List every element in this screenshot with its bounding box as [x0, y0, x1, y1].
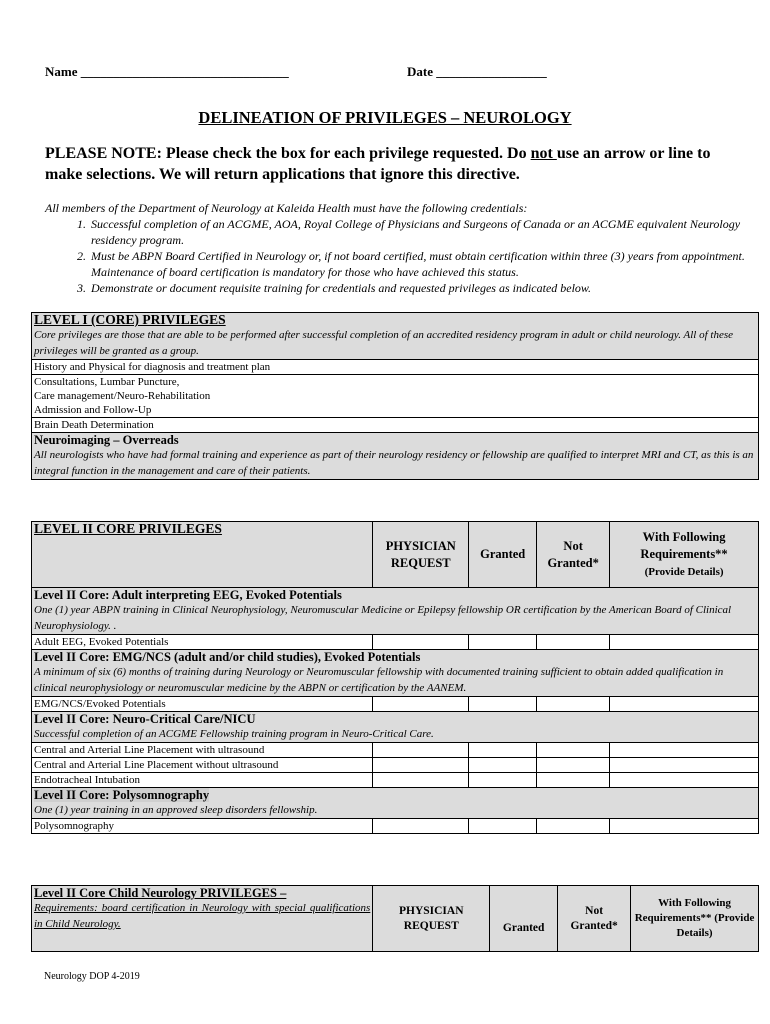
note-text-1: PLEASE NOTE: Please check the box for each privilege requested. Do [45, 145, 531, 162]
col-not-granted: Not Granted* [537, 522, 610, 588]
level1-title: LEVEL I (CORE) PRIVILEGES [34, 312, 226, 327]
level2-header [32, 522, 373, 588]
level1-desc: Core privileges are those that are able to be performed after successful completion of an accredited residency program in adult or child neurology. All of these privileges will be granted as a group. [34, 329, 733, 357]
intro-lead: All members of the Department of Neurology at Kaleida Health must have the following credentials: [45, 201, 528, 215]
physician-request-cell[interactable] [373, 743, 469, 758]
overreads-desc: All neurologists who have had formal training and experience as part of their neurology residency or fellowship are qualified to interpret MRI and CT, as this is an integral function in the management and care of their patients. [34, 449, 754, 477]
note-not: not [530, 145, 557, 162]
requirements-cell[interactable] [610, 743, 759, 758]
table-row [32, 635, 759, 650]
requirements-cell[interactable] [610, 773, 759, 788]
table-row [32, 819, 759, 834]
privilege-label: Endotracheal Intubation [32, 773, 373, 788]
not-granted-cell[interactable] [537, 758, 610, 773]
note-text-2: use an arrow or line to make selections. We will return applications that ignore this directive. [45, 145, 711, 183]
physician-request-cell[interactable] [373, 697, 469, 712]
requirements-cell[interactable] [610, 819, 759, 834]
credentials-list [45, 216, 745, 296]
level1-header [32, 313, 759, 360]
privilege-label: Central and Arterial Line Placement with ultrasound [32, 743, 373, 758]
not-granted-cell[interactable] [537, 697, 610, 712]
level1-row: Brain Death Determination [32, 418, 759, 433]
privilege-label: Polysomnography [32, 819, 373, 834]
privilege-label: EMG/NCS/Evoked Potentials [32, 697, 373, 712]
not-granted-cell[interactable] [537, 773, 610, 788]
physician-request-cell[interactable] [373, 819, 469, 834]
group-requirement: Successful completion of an ACGME Fellowship training program in Neuro-Critical Care. [34, 728, 434, 740]
footer-doc-id: Neurology DOP 4-2019 [44, 971, 140, 982]
level1-row: History and Physical for diagnosis and treatment plan [32, 360, 759, 375]
requirements-cell[interactable] [610, 697, 759, 712]
group-psg-header [32, 788, 759, 819]
granted-cell[interactable] [469, 635, 537, 650]
level1-row: Care management/Neuro-Rehabilitation [34, 390, 211, 402]
physician-request-cell[interactable] [373, 758, 469, 773]
privilege-label: Adult EEG, Evoked Potentials [32, 635, 373, 650]
date-field-label[interactable]: Date _________________ [407, 64, 547, 79]
credentials-intro [45, 200, 745, 296]
table-row [32, 697, 759, 712]
requirements-cell[interactable] [610, 758, 759, 773]
granted-cell[interactable] [469, 758, 537, 773]
level2-table [31, 521, 759, 834]
table-row [32, 773, 759, 788]
group-nicu-header [32, 712, 759, 743]
overreads-section [32, 433, 759, 480]
child-title: Level II Core Child Neurology PRIVILEGES – [34, 886, 287, 900]
credential-item: 1. Successful completion of an ACGME, AOA, Royal College of Physicians and Surgeons of Canada or an ACGME equivalent Neurology residency program. [89, 216, 745, 248]
not-granted-cell[interactable] [537, 743, 610, 758]
level1-row: Admission and Follow-Up [34, 404, 152, 416]
child-col-with-following: With Following Requirements** (Provide Details) [631, 886, 759, 952]
level1-table [31, 312, 759, 480]
col-with-following [610, 522, 759, 588]
group-requirement: One (1) year ABPN training in Clinical Neurophysiology, Neuromuscular Medicine or Epilepsy fellowship OR certification by the American Board of Clinical Neurophysiology. . [34, 604, 732, 632]
child-col-physician-request: PHYSICIAN REQUEST [373, 886, 490, 952]
group-requirement: One (1) year training in an approved sleep disorders fellowship. [34, 804, 318, 816]
col-with-following-label: With Following Requirements** [640, 529, 728, 561]
group-requirement: A minimum of six (6) months of training during Neurology or Neuromuscular fellowship with documented training sufficient to obtain added qualification in clinical neurophysiology or neuromuscular medicine by the ABPN or certification by the AANEM. [34, 666, 724, 694]
physician-request-cell[interactable] [373, 773, 469, 788]
granted-cell[interactable] [469, 819, 537, 834]
credential-item: 3. Demonstrate or document requisite training for credentials and requested privileges as indicated below. [89, 280, 745, 296]
requirements-cell[interactable] [610, 635, 759, 650]
level2-title: LEVEL II CORE PRIVILEGES [34, 521, 222, 536]
page-title: DELINEATION OF PRIVILEGES – NEUROLOGY [198, 108, 572, 127]
granted-cell[interactable] [469, 697, 537, 712]
level1-row-group [32, 375, 759, 418]
group-eeg-header [32, 588, 759, 635]
group-emg-header [32, 650, 759, 697]
child-neurology-table [31, 885, 759, 952]
child-col-not-granted: Not Granted* [558, 886, 631, 952]
physician-request-cell[interactable] [373, 635, 469, 650]
privilege-label: Central and Arterial Line Placement without ultrasound [32, 758, 373, 773]
col-granted: Granted [469, 522, 537, 588]
table-row [32, 743, 759, 758]
child-requirement: Requirements: board certification in Neurology with special qualifications in Child Neurology. [34, 902, 371, 930]
group-title: Level II Core: EMG/NCS (adult and/or child studies), Evoked Potentials [34, 650, 421, 664]
credential-item: 2. Must be ABPN Board Certified in Neurology or, if not board certified, must obtain certification within three (3) years from appointment. Maintenance of board certification is mandatory for those who have achieved this status. [89, 248, 745, 280]
group-title: Level II Core: Adult interpreting EEG, Evoked Potentials [34, 588, 342, 602]
group-title: Level II Core: Polysomnography [34, 788, 210, 802]
overreads-title: Neuroimaging – Overreads [34, 433, 179, 447]
not-granted-cell[interactable] [537, 819, 610, 834]
child-header [32, 886, 373, 952]
level1-row: Consultations, Lumbar Puncture, [34, 376, 180, 388]
col-provide-details: (Provide Details) [644, 565, 724, 578]
please-note [45, 143, 745, 185]
not-granted-cell[interactable] [537, 635, 610, 650]
col-physician-request: PHYSICIAN REQUEST [373, 522, 469, 588]
name-field-label[interactable]: Name ________________________________ [45, 64, 289, 79]
granted-cell[interactable] [469, 743, 537, 758]
granted-cell[interactable] [469, 773, 537, 788]
header-line [45, 64, 745, 80]
group-title: Level II Core: Neuro-Critical Care/NICU [34, 712, 256, 726]
child-col-granted: Granted [490, 886, 558, 952]
table-row [32, 758, 759, 773]
